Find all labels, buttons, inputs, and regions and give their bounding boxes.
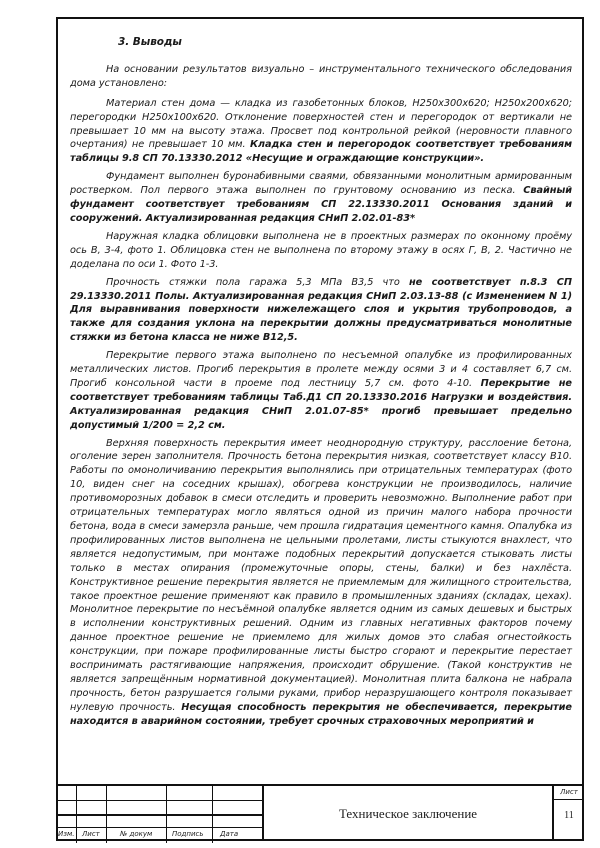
label-revision: Изм. xyxy=(58,830,75,838)
foundation-conclusion: Свайный фундамент соответствует требованиям СП 22.13330.2011 Основания зданий и сооружений. Актуализированная редакция СНиП 2.02.01-83* xyxy=(70,185,572,224)
section-heading: 3. Выводы xyxy=(118,36,182,48)
slab-surface-conclusion: Несущая способность перекрытия не обеспечивается, перекрытие находится в аварийном состоянии, требует срочных страховочных мероприятий и xyxy=(70,701,572,727)
paragraph-foundation: Фундамент выполнен буронабивными сваями, обвязанными монолитным армированным ростверком. Пол первого этажа выполнен по грунтовому основанию из песка. Свайный фундамент соответствует требованиям СП 22.13330.2011 Основания зданий и сооружений. Актуализированная редакция СНиП 2.02.01-83* xyxy=(70,171,572,224)
label-sheet: Лист xyxy=(82,830,100,838)
intro-paragraph: На основании результатов визуально – инструментального технического обследования дома установлено: xyxy=(70,63,572,89)
document-body xyxy=(70,36,572,733)
slab-conclusion: Перекрытие не соответствует требованиям таблицы Таб.Д1 СП 20.13330.2016 Нагрузки и воздействия. Актуализированная редакция СНиП 2.01.07-85* прогиб превышает предельно допустимый 1/200 = 2,2 см. xyxy=(70,377,572,431)
paragraph-screed: Прочность стяжки пола гаража 5,3 МПа В3,5 что не соответствует п.8.3 СП 29.13330.2011 Полы. Актуализированная редакция СНиП 2.03.13-88 (с Изменением N 1) Для выравнивания поверхности нижележащего слоя и укрытия трубопроводов, а также для создания уклона на перекрытии должны предусматриваться монолитные стяжки из бетона класса не ниже В12,5. xyxy=(70,276,573,344)
label-date: Дата xyxy=(220,830,239,838)
title-block xyxy=(56,784,584,841)
paragraph-slab: Перекрытие первого этажа выполнено по несъемной опалубке из профилированных металлических листов. Прогиб перекрытия в пролете между осями 3 и 4 составляет 6,7 см. Прогиб консольной части в проеме под лестницу 5,7 см. фото 4-10. Перекрытие не соответствует требованиям таблицы Таб.Д1 СП 20.13330.2016 Нагрузки и воздействия. Актуализированная редакция СНиП 2.01.07-85* прогиб превышает предельно допустимый 1/200 = 2,2 см. xyxy=(70,350,572,431)
sheet-number-box xyxy=(552,786,582,841)
label-document-number: № докум xyxy=(120,830,153,838)
walls-conclusion: Кладка стен и перегородок соответствует требованиям таблицы 9.8 СП 70.13330.2012 «Несущие и ограждающие конструкции». xyxy=(70,139,572,165)
paragraph-walls: Материал стен дома — кладка из газобетонных блоков, H250x300x620; H250x200x620; перегородки H250x100x620. Отклонение поверхностей стен и перегородок от вертикали не превышает 10 мм на высоту этажа. Просвет под контрольной рейкой (неровности плавного очертания) не превышает 10 мм. Кладка стен и перегородок соответствует требованиям таблицы 9.8 СП 70.13330.2012 «Несущие и ограждающие конструкции». xyxy=(70,97,572,165)
paragraph-slab-surface: Верхняя поверхность перекрытия имеет неоднородную структуру, расслоение бетона, оголение зерен заполнителя. Прочность бетона перекрытия низкая, соответствует классу В10. Работы по омоноличиванию перекрытия выполнялись при отрицательных температурах (фото 10, виден снег на соседних крышах), обогрева конструкции не производилось, наличие противоморозных добавок в смеси отследить и проверить невозможно. Выполнение работ при отрицательных температурах могло являться одной из причин малого набора прочности бетона, вода в смеси замерзла раньше, чем прошла гидратация цементного камня. Опалубка из профилированных листов выполнена не цельными пролетами, листы стыкуются внахлест, что является недопустимым, при монтаже подобных перекрытий допускается стыковать листы только в местах опирания (промежуточные опоры, стены, балки) и без нахлёста. Конструктивное решение перекрытия является не приемлемым для жилищного строительства, такое проектное решение применяют как правило в промышленных зданиях (складах, цехах). Монолитное перекрытие по несъёмной опалубке является одним из самых дешевых и быстрых в исполнении конструктивных решений. Одним из главных негативных факторов почему данное проектное решение не приемлемо для жилых домов это слабая огнестойкость конструкции, при пожаре профилированные листы быстро сгорают и перекрытие перестает воспринимать растягивающие напряжения, происходит обрушение. (Такой конструктив не является запрещённым нормативной документацией). Монолитная плита балкона не набрала прочность, бетон разрушается голыми руками, прибор неразрушающего контроля показывает нулевую прочность. Несущая способность перекрытия не обеспечивается, перекрытие находится в аварийном состоянии, требует срочных страховочных мероприятий и xyxy=(70,437,572,727)
screed-conclusion: не соответствует п.8.3 СП 29.13330.2011 Полы. Актуализированная редакция СНиП 2.03.13-88 (с Изменением N 1) Для выравнивания поверхности нижележащего слоя и укрытия трубопроводов, а также для создания уклона на перекрытии должны предусматриваться монолитные стяжки из бетона класса не ниже В12,5. xyxy=(70,276,573,344)
sheet-number: 11 xyxy=(564,810,574,821)
sheet-label: Лист xyxy=(560,788,578,796)
paragraph-facing: Наружная кладка облицовки выполнена не в проектных размерах по оконному проёму ось В, 3-4, фото 1. Облицовка стен не выполнена по второму этажу в осях Г, В, 2. Частично не доделана по оси 1. Фото 1-3. xyxy=(70,230,572,270)
revision-grid xyxy=(56,786,262,843)
label-signature: Подпись xyxy=(172,830,204,838)
document-title: Техническое заключение xyxy=(262,786,552,841)
